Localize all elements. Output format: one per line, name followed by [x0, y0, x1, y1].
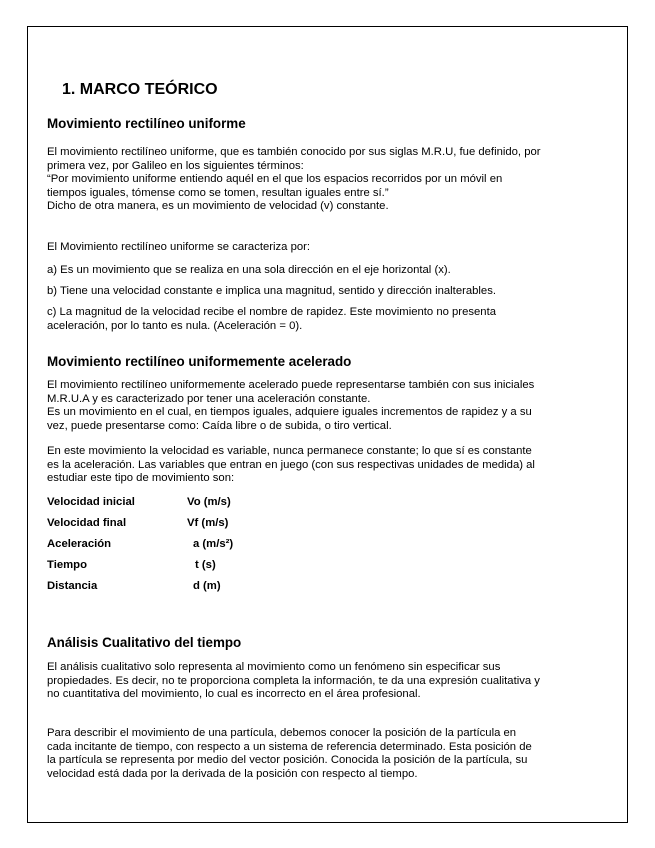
text-line: estudiar este tipo de movimiento son: — [47, 472, 235, 485]
text-line: la partícula se representa por medio del vector posición. Conocida la posición de la partícula, su — [47, 754, 528, 767]
page-title: 1. MARCO TEÓRICO — [62, 81, 218, 98]
text-line: aceleración, por lo tanto es nula. (Aceleración = 0). — [47, 319, 303, 332]
text-line: Es un movimiento en el cual, en tiempos iguales, adquiere iguales incrementos de rapidez y a su — [47, 406, 532, 419]
variable-unit: a (m/s²) — [193, 538, 234, 550]
text-line: En este movimiento la velocidad es variable, nunca permanece constante; lo que sí es constante — [47, 445, 532, 457]
text-line: Dicho de otra manera, es un movimiento de velocidad (v) constante. — [47, 200, 389, 213]
variable-unit: Vf (m/s) — [187, 517, 229, 529]
text-line: velocidad está dada por la derivada de la posición con respecto al tiempo. — [47, 767, 418, 780]
paragraph-mru-item-c — [47, 306, 609, 333]
variable-unit: Vo (m/s) — [187, 496, 231, 508]
paragraph-mru-item-a — [47, 264, 609, 278]
text-line: a) Es un movimiento que se realiza en una sola dirección en el eje horizontal (x). — [47, 264, 451, 276]
paragraph-mru-item-b — [47, 285, 609, 299]
text-line: tiempos iguales, tómense como se tomen, resultan iguales entre sí.” — [47, 186, 389, 199]
text-line: c) La magnitud de la velocidad recibe el nombre de rapidez. Este movimiento no presenta — [47, 306, 496, 318]
text-line: M.R.U.A y es caracterizado por tener una aceleración constante. — [47, 392, 371, 405]
text-line: El análisis cualitativo solo representa al movimiento como un fenómeno sin especificar sus — [47, 661, 501, 673]
variable-name: Velocidad inicial — [47, 496, 135, 508]
text-line: El Movimiento rectilíneo uniforme se caracteriza por: — [47, 241, 311, 253]
variable-name: Aceleración — [47, 538, 112, 550]
text-line: El movimiento rectilíneo uniforme, que es también conocido por sus siglas M.R.U, fue definido, por — [47, 146, 541, 158]
variable-unit: d (m) — [193, 580, 221, 592]
variable-unit: t (s) — [195, 559, 216, 571]
section-heading-mrua: Movimiento rectilíneo uniformemente acelerado — [47, 354, 352, 369]
paragraph-mru-intro — [47, 146, 609, 214]
paragraph-analysis-intro — [47, 661, 609, 702]
variable-name: Distancia — [47, 580, 98, 592]
paragraph-mrua-variables-intro — [47, 445, 609, 486]
text-line: cada incitante de tiempo, con respecto a un sistema de referencia determinado. Esta posición de — [47, 740, 532, 753]
text-line: vez, puede presentarse como: Caída libre o de subida, o tiro vertical. — [47, 419, 392, 432]
text-line: es la aceleración. Las variables que entran en juego (con sus respectivas unidades de medida) al — [47, 458, 535, 471]
text-line: b) Tiene una velocidad constante e implica una magnitud, sentido y dirección inalterables. — [47, 285, 497, 297]
variable-name: Velocidad final — [47, 517, 127, 529]
text-line: primera vez, por Galileo en los siguientes términos: — [47, 159, 304, 172]
text-line: El movimiento rectilíneo uniformemente acelerado puede representarse también con sus iniciales — [47, 379, 535, 391]
section-heading-analysis: Análisis Cualitativo del tiempo — [47, 635, 242, 650]
paragraph-mrua-intro — [47, 379, 609, 433]
paragraph-mru-characteristics — [47, 241, 609, 255]
paragraph-analysis-particle — [47, 727, 609, 781]
text-line: Para describir el movimiento de una partícula, debemos conocer la posición de la partícula en — [47, 727, 517, 739]
text-line: “Por movimiento uniforme entiendo aquél en el que los espacios recorridos por un móvil en — [47, 173, 503, 186]
text-line: propiedades. Es decir, no te proporciona completa la información, te da una expresión cualitativa y — [47, 674, 540, 687]
text-line: no cuantitativa del movimiento, lo cual es incorrecto en el área profesional. — [47, 688, 421, 701]
document-page — [27, 26, 628, 823]
variable-name: Tiempo — [47, 559, 87, 571]
section-heading-mru: Movimiento rectilíneo uniforme — [47, 116, 246, 131]
